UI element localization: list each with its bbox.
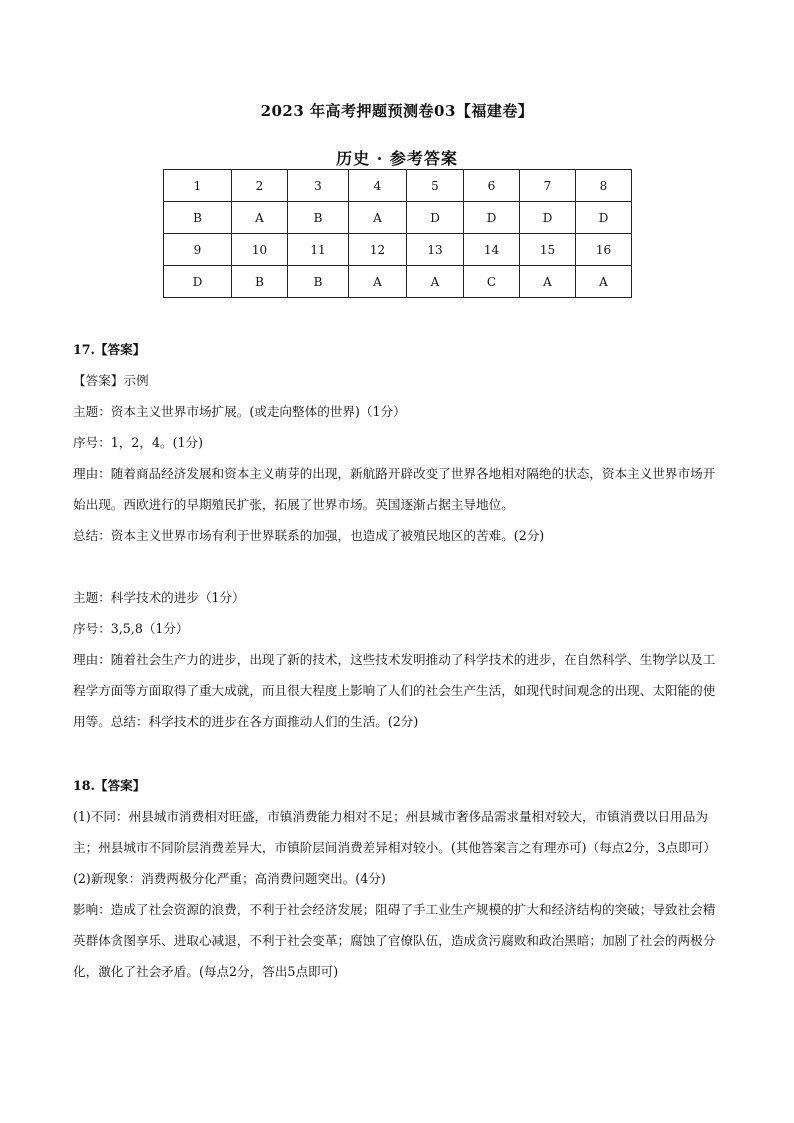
q18-part-2: (2)新现象：消费两极分化严重；高消费问题突出。(4分): [73, 871, 386, 886]
answer-cell: B: [232, 266, 288, 298]
answer-cell: D: [164, 266, 232, 298]
q18-impact: 影响：造成了社会资源的浪费，不利于社会经济发展；阻碍了手工业生产规模的扩大和经济结构的突破；导致社会精英群体贪图享乐、进取心减退，不利于社会变革；腐蚀了官僚队伍，造成贪污腐败和政治黑暗；加剧了社会的两极分化，激化了社会矛盾。(每点2分，答出5点即可): [73, 902, 716, 979]
q17-intro: 【答案】示例: [73, 373, 149, 388]
q17-section-2: [73, 582, 723, 737]
question-number-cell: 11: [288, 234, 349, 266]
question-number-row: [164, 170, 632, 202]
question-number-cell: 3: [288, 170, 349, 202]
answer-cell: A: [520, 266, 576, 298]
question-number-cell: 6: [464, 170, 520, 202]
q17-reason-2: 理由：随着社会生产力的进步，出现了新的技术，这些技术发明推动了科学技术的进步，在自然科学、生物学以及工程学方面等方面取得了重大成就，而且很大程度上影响了人们的社会生产生活，如现代时间观念的出现、太阳能的使用等。总结：科学技术的进步在各方面推动人们的生活。(2分): [73, 652, 716, 729]
answer-cell: A: [576, 266, 632, 298]
question-number-row: [164, 234, 632, 266]
answer-table: [163, 169, 632, 298]
question-number-cell: 4: [349, 170, 407, 202]
question-number-cell: 12: [349, 234, 407, 266]
q17-topic-2: 主题：科学技术的进步（1分）: [73, 590, 245, 605]
answer-cell: A: [349, 266, 407, 298]
q17-sequence-2: 序号：3,5,8（1分）: [73, 621, 189, 636]
answer-cell: D: [407, 202, 464, 234]
answer-cell: B: [288, 266, 349, 298]
question-number-cell: 15: [520, 234, 576, 266]
question-number-cell: 9: [164, 234, 232, 266]
q18-heading: 18.【答案】: [73, 778, 146, 793]
question-number-cell: 10: [232, 234, 288, 266]
question-number-cell: 5: [407, 170, 464, 202]
answer-cell: C: [464, 266, 520, 298]
answer-cell: D: [464, 202, 520, 234]
q17-section: [73, 334, 723, 551]
question-number-cell: 16: [576, 234, 632, 266]
answer-cell: A: [349, 202, 407, 234]
q17-heading: 17.【答案】: [73, 342, 146, 357]
question-number-cell: 8: [576, 170, 632, 202]
q18-part-1: (1)不同：州县城市消费相对旺盛，市镇消费能力相对不足；州县城市奢侈品需求量相对较大，市镇消费以日用品为主；州县城市不同阶层消费差异大，市镇阶层间消费差异相对较小。(其他答案言之有理亦可)（每点2分，3点即可）: [73, 809, 716, 855]
question-number-cell: 14: [464, 234, 520, 266]
answer-cell: D: [520, 202, 576, 234]
q17-sequence-1: 序号：1，2，4。(1分): [73, 435, 204, 450]
q17-reason-1: 理由：随着商品经济发展和资本主义萌芽的出现，新航路开辟改变了世界各地相对隔绝的状态，资本主义世界市场开始出现。西欧进行的早期殖民扩张，拓展了世界市场。英国逐渐占据主导地位。: [73, 466, 716, 512]
answer-cell: B: [288, 202, 349, 234]
q17-topic-1: 主题：资本主义世界市场扩展。(或走向整体的世界)（1分）: [73, 404, 406, 419]
answer-row: [164, 202, 632, 234]
question-number-cell: 2: [232, 170, 288, 202]
question-number-cell: 1: [164, 170, 232, 202]
answer-row: [164, 266, 632, 298]
answer-cell: D: [576, 202, 632, 234]
q18-section: [73, 770, 723, 987]
question-number-cell: 13: [407, 234, 464, 266]
page-subtitle: 历史 · 参考答案: [336, 149, 458, 168]
q17-summary-1: 总结：资本主义世界市场有利于世界联系的加强，也造成了被殖民地区的苦难。(2分): [73, 528, 545, 543]
page-title: 2023 年高考押题预测卷03【福建卷】: [260, 102, 534, 120]
answer-cell: A: [407, 266, 464, 298]
answer-cell: B: [164, 202, 232, 234]
answer-cell: A: [232, 202, 288, 234]
question-number-cell: 7: [520, 170, 576, 202]
